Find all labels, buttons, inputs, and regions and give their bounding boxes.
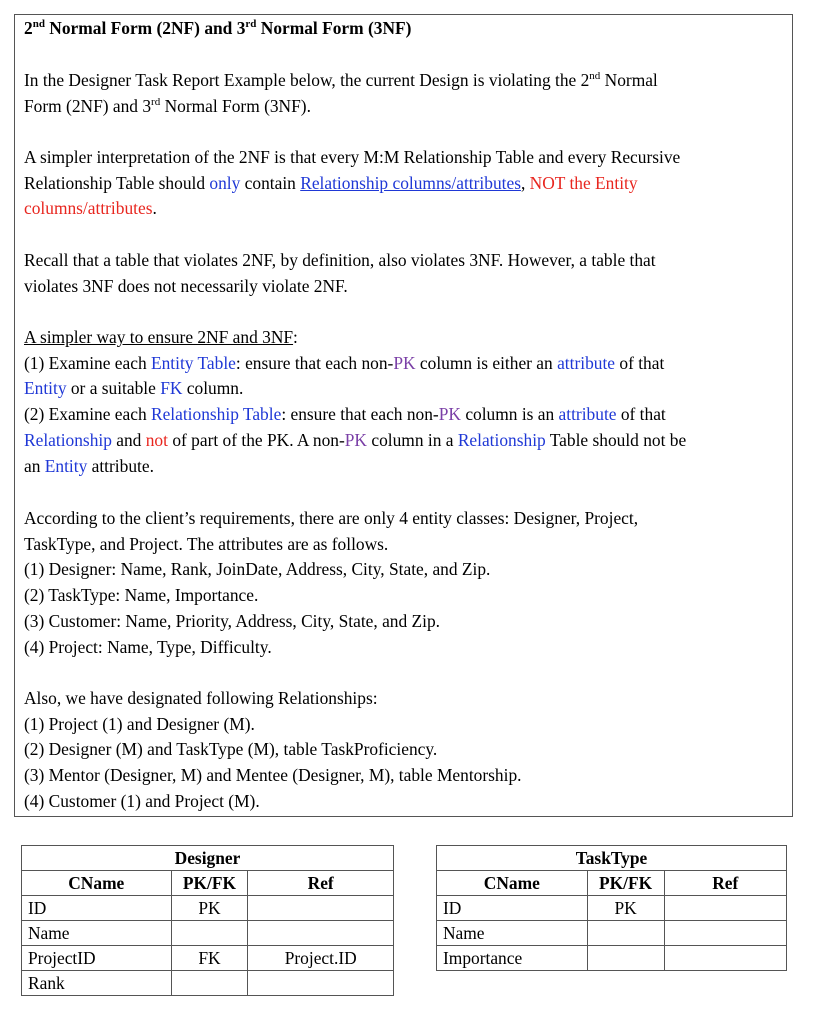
table-row: Rank bbox=[22, 971, 394, 996]
table-row: Name bbox=[22, 921, 394, 946]
column-header: CName bbox=[22, 871, 172, 896]
table-row: Importance bbox=[437, 946, 787, 971]
column-header: Ref bbox=[664, 871, 786, 896]
page-title: 2nd Normal Form (2NF) and 3rd Normal Form (3NF) bbox=[24, 18, 412, 38]
tasktype-table bbox=[436, 845, 787, 971]
table-caption: TaskType bbox=[437, 846, 787, 871]
relationship-columns-link[interactable]: Relationship columns/attributes bbox=[300, 172, 521, 193]
list-item: (3) Mentor (Designer, M) and Mentee (Designer, M), table Mentorship. bbox=[24, 765, 522, 786]
section-heading: A simpler way to ensure 2NF and 3NF bbox=[24, 327, 294, 347]
list-item: (2) TaskType: Name, Importance. bbox=[24, 585, 259, 606]
column-header: CName bbox=[437, 871, 588, 896]
column-header: Ref bbox=[248, 871, 394, 896]
list-item: (1) Designer: Name, Rank, JoinDate, Address, City, State, and Zip. bbox=[24, 559, 491, 580]
list-item: (3) Customer: Name, Priority, Address, City, State, and Zip. bbox=[24, 610, 441, 631]
column-header: PK/FK bbox=[587, 871, 664, 896]
table-row: Name bbox=[437, 921, 787, 946]
list-item: (1) Project (1) and Designer (M). bbox=[24, 713, 255, 734]
intro-paragraph: In the Designer Task Report Example below, the current Design is violating the 2nd Normal Form (2NF) and 3rd Normal Form (3NF). bbox=[24, 70, 658, 116]
table-row: ProjectID FK Project.ID bbox=[22, 946, 394, 971]
table-row: ID PK bbox=[437, 896, 787, 921]
table-caption: Designer bbox=[22, 846, 394, 871]
interpretation-paragraph: A simpler interpretation of the 2NF is that every M:M Relationship Table and every Recursive Relationship Table should only contain Relationship columns/attributes, NOT the Entity columns/attributes. bbox=[24, 147, 681, 219]
list-item: (4) Customer (1) and Project (M). bbox=[24, 790, 260, 811]
column-header: PK/FK bbox=[171, 871, 248, 896]
relationships-paragraph: Also, we have designated following Relationships: (1) Project (1) and Designer (M). (2) Designer (M) and TaskType (M), table TaskProficiency. (3) Mentor (Designer, M) and Mentee (Designer, M), table Mentorship. (4) Customer (1) and Project (M). bbox=[24, 686, 784, 815]
list-item: (2) Designer (M) and TaskType (M), table TaskProficiency. bbox=[24, 739, 438, 760]
simpler-way-section: A simpler way to ensure 2NF and 3NF: (1) Examine each Entity Table: ensure that each non-PK column is either an attribute of that Entity or a suitable FK column. (2) Examine each Relationship Table: ensure that each non-PK column is an attribute of that Relationship and not of part of the PK. A non-PK column in a Relationship Table should not be an Entity attribute. bbox=[24, 327, 687, 476]
recall-paragraph: Recall that a table that violates 2NF, by definition, also violates 3NF. However, a table that violates 3NF does not necessarily violate 2NF. bbox=[24, 250, 656, 296]
list-item: (4) Project: Name, Type, Difficulty. bbox=[24, 636, 272, 657]
designer-table bbox=[21, 845, 394, 996]
table-row: ID PK bbox=[22, 896, 394, 921]
requirements-paragraph: According to the client’s requirements, there are only 4 entity classes: Designer, Project, TaskType, and Project. The attributes are as follows. (1) Designer: Name, Rank, JoinDate, Address, City, State, and Zip. (2) TaskType: Name, Importance. (3) Customer: Name, Priority, Address, City, State, and Zip. (4) Project: Name, Type, Difficulty. bbox=[24, 506, 784, 660]
